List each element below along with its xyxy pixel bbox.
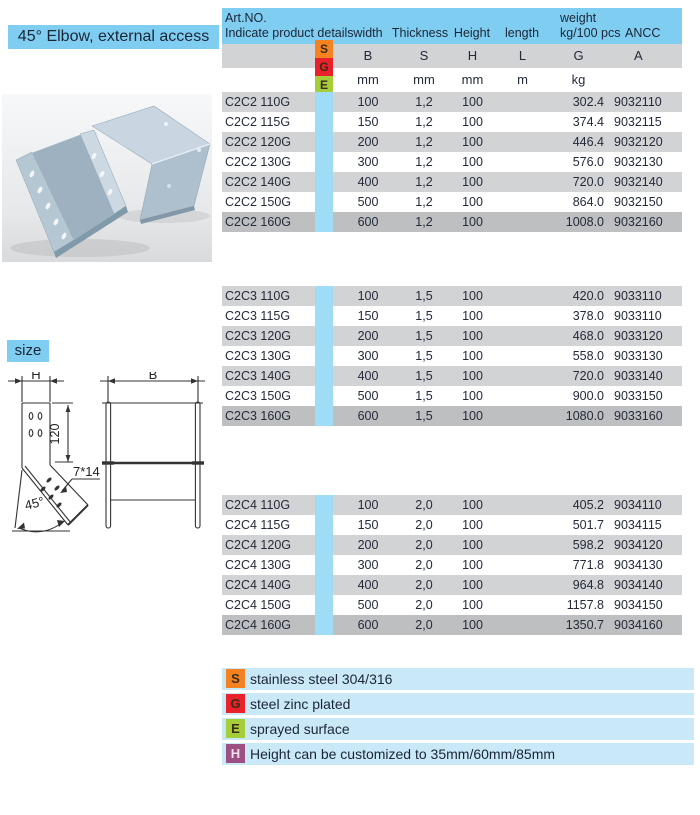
table-cell: 9034110 bbox=[614, 498, 662, 512]
table-cell: 150 bbox=[357, 309, 379, 323]
table-cell: 100 bbox=[462, 409, 483, 423]
elbow-side-view bbox=[8, 372, 100, 532]
table-cell: 2,0 bbox=[415, 538, 433, 552]
table-cell: 900.0 bbox=[572, 389, 604, 403]
table-row bbox=[222, 406, 682, 426]
table-row bbox=[222, 575, 682, 595]
table-cell: C2C4 130G bbox=[225, 558, 292, 572]
col-letter-g: G bbox=[573, 48, 584, 63]
col-letter-a: A bbox=[634, 48, 643, 63]
table-row bbox=[222, 306, 682, 326]
table-row bbox=[222, 515, 682, 535]
table-cell: 1008.0 bbox=[565, 215, 604, 229]
table-cell: 9033160 bbox=[614, 409, 663, 423]
table-cell: 1,2 bbox=[415, 215, 433, 229]
material-strip bbox=[315, 615, 333, 635]
table-cell: C2C4 115G bbox=[225, 518, 291, 532]
table-cell: 100 bbox=[462, 155, 483, 169]
b-dim-label: B bbox=[148, 372, 158, 382]
table-cell: 9032110 bbox=[614, 95, 662, 109]
table-cell: 9032140 bbox=[614, 175, 663, 189]
table-cell: 1,5 bbox=[415, 349, 433, 363]
table-cell: C2C2 110G bbox=[225, 95, 291, 109]
table-cell: 100 bbox=[462, 598, 483, 612]
table-cell: 150 bbox=[357, 115, 379, 129]
angle-label: 45° bbox=[23, 493, 46, 513]
table-row bbox=[222, 595, 682, 615]
spec-table bbox=[222, 8, 682, 640]
unit-mm: mm bbox=[357, 72, 379, 87]
material-strip bbox=[315, 92, 333, 112]
table-cell: 9034150 bbox=[614, 598, 663, 612]
table-cell: 9033130 bbox=[614, 349, 663, 363]
page-title: 45° Elbow, external access bbox=[8, 25, 219, 49]
table-cell: 200 bbox=[357, 135, 379, 149]
table-cell: 2,0 bbox=[415, 618, 433, 632]
table-cell: 771.8 bbox=[572, 558, 604, 572]
material-badge-s: S bbox=[315, 40, 333, 58]
legend-badge-g: G bbox=[226, 694, 245, 713]
table-cell: 9032130 bbox=[614, 155, 663, 169]
header-ancc: ANCC bbox=[625, 26, 661, 40]
material-strip bbox=[315, 515, 333, 535]
legend-text: Height can be customized to 35mm/60mm/85mm bbox=[250, 746, 556, 762]
legend-text: sprayed surface bbox=[250, 721, 350, 737]
table-cell: 600 bbox=[357, 618, 379, 632]
table-cell: 9033110 bbox=[614, 289, 662, 303]
material-strip bbox=[315, 495, 333, 515]
table-cell: C2C3 115G bbox=[225, 309, 291, 323]
table-row bbox=[222, 326, 682, 346]
header-weight: weight bbox=[560, 11, 597, 25]
col-letter-h: H bbox=[467, 48, 478, 63]
table-cell bbox=[500, 346, 545, 366]
table-cell: 1080.0 bbox=[565, 409, 604, 423]
table-cell: 400 bbox=[357, 175, 379, 189]
table-cell: 446.4 bbox=[572, 135, 604, 149]
table-cell: 600 bbox=[357, 409, 379, 423]
table-cell: 100 bbox=[462, 518, 483, 532]
table-row bbox=[222, 346, 682, 366]
legend-item-height-custom bbox=[222, 743, 694, 765]
table-cell: 2,0 bbox=[415, 598, 433, 612]
material-strip bbox=[315, 595, 333, 615]
table-cell: 468.0 bbox=[572, 329, 604, 343]
table-cell: 200 bbox=[357, 538, 379, 552]
legend-item-stainless bbox=[222, 668, 694, 690]
table-cell: 9034115 bbox=[614, 518, 662, 532]
header-width: width bbox=[353, 26, 383, 40]
table-cell: 100 bbox=[462, 115, 483, 129]
table-cell: 500 bbox=[357, 195, 379, 209]
material-strip bbox=[315, 112, 333, 132]
material-badge-g: G bbox=[315, 58, 333, 76]
table-cell: C2C3 120G bbox=[225, 329, 292, 343]
table-cell: 100 bbox=[462, 289, 483, 303]
table-cell: 100 bbox=[462, 349, 483, 363]
table-cell: 300 bbox=[357, 558, 379, 572]
table-cell: 864.0 bbox=[572, 195, 604, 209]
table-cell: 405.2 bbox=[572, 498, 604, 512]
header-weight-unit: kg/100 pcs bbox=[560, 26, 621, 40]
table-cell: 300 bbox=[357, 349, 379, 363]
elbow-product-image bbox=[2, 94, 212, 262]
unit-mm: mm bbox=[461, 72, 484, 87]
table-cell: 598.2 bbox=[572, 538, 604, 552]
table-cell: C2C3 140G bbox=[225, 369, 292, 383]
material-strip bbox=[315, 555, 333, 575]
table-row bbox=[222, 286, 682, 306]
table-cell: 2,0 bbox=[415, 558, 433, 572]
material-strip bbox=[315, 132, 333, 152]
table-cell: 1,2 bbox=[415, 135, 433, 149]
table-cell bbox=[500, 495, 545, 515]
table-cell: C2C4 160G bbox=[225, 618, 292, 632]
header-length: length bbox=[504, 26, 540, 40]
table-cell: 100 bbox=[462, 215, 483, 229]
table-row bbox=[222, 112, 682, 132]
legend-item-zinc bbox=[222, 693, 694, 715]
table-header bbox=[222, 8, 682, 44]
table-cell: C2C3 110G bbox=[225, 289, 291, 303]
material-strip bbox=[315, 535, 333, 555]
table-cell: 100 bbox=[462, 498, 483, 512]
table-cell: 200 bbox=[357, 329, 379, 343]
table-cell: 150 bbox=[357, 518, 379, 532]
table-cell: 9032160 bbox=[614, 215, 663, 229]
table-cell: 9032150 bbox=[614, 195, 663, 209]
material-strip bbox=[315, 406, 333, 426]
table-cell bbox=[500, 406, 545, 426]
dimension-drawing bbox=[2, 372, 228, 550]
legend-badge-e: E bbox=[226, 719, 245, 738]
table-cell: 300 bbox=[357, 155, 379, 169]
material-strip bbox=[315, 152, 333, 172]
table-cell: 1,5 bbox=[415, 289, 433, 303]
elbow-front-view bbox=[100, 372, 205, 528]
table-cell: 9033120 bbox=[614, 329, 663, 343]
legend-text: steel zinc plated bbox=[250, 696, 351, 712]
unit-kg: kg bbox=[571, 72, 586, 87]
table-cell: 400 bbox=[357, 369, 379, 383]
material-strip bbox=[315, 366, 333, 386]
table-cell: 9034130 bbox=[614, 558, 663, 572]
table-cell: 100 bbox=[462, 578, 483, 592]
table-cell: 1,2 bbox=[415, 175, 433, 189]
table-cell: 501.7 bbox=[572, 518, 604, 532]
table-row bbox=[222, 366, 682, 386]
table-cell bbox=[500, 112, 545, 132]
table-cell: 100 bbox=[462, 95, 483, 109]
table-row bbox=[222, 555, 682, 575]
table-cell: 558.0 bbox=[572, 349, 604, 363]
table-cell: C2C4 140G bbox=[225, 578, 292, 592]
material-strip bbox=[315, 212, 333, 232]
table-cell: 100 bbox=[462, 538, 483, 552]
table-row bbox=[222, 495, 682, 515]
table-group-c2c3 bbox=[222, 286, 682, 426]
table-row bbox=[222, 152, 682, 172]
table-cell bbox=[500, 92, 545, 112]
table-cell: 2,0 bbox=[415, 498, 433, 512]
table-cell: 9033150 bbox=[614, 389, 663, 403]
table-cell: C2C3 130G bbox=[225, 349, 292, 363]
legend-item-sprayed bbox=[222, 718, 694, 740]
material-strip bbox=[315, 575, 333, 595]
table-cell: 100 bbox=[357, 498, 379, 512]
table-cell: 100 bbox=[462, 558, 483, 572]
table-cell: C2C4 150G bbox=[225, 598, 292, 612]
table-group-c2c2 bbox=[222, 92, 682, 232]
table-cell bbox=[500, 286, 545, 306]
table-cell: 302.4 bbox=[572, 95, 604, 109]
table-cell: 1,5 bbox=[415, 389, 433, 403]
slot-size-label: 7*14 bbox=[73, 464, 100, 479]
table-cell: 9034140 bbox=[614, 578, 663, 592]
table-row bbox=[222, 386, 682, 406]
table-cell bbox=[500, 306, 545, 326]
material-strip bbox=[315, 386, 333, 406]
header-artno-sub: Indicate product details bbox=[225, 26, 354, 40]
table-cell: 100 bbox=[462, 369, 483, 383]
subheader-units bbox=[222, 68, 682, 92]
product-photo bbox=[2, 94, 212, 262]
table-row bbox=[222, 192, 682, 212]
table-cell bbox=[500, 366, 545, 386]
table-cell: C2C2 120G bbox=[225, 135, 292, 149]
table-cell: 378.0 bbox=[572, 309, 604, 323]
col-letter-l: L bbox=[518, 48, 527, 63]
table-group-c2c4 bbox=[222, 495, 682, 635]
table-row bbox=[222, 132, 682, 152]
table-cell: C2C3 150G bbox=[225, 389, 292, 403]
table-cell bbox=[500, 575, 545, 595]
table-cell bbox=[500, 192, 545, 212]
subheader-letters bbox=[222, 44, 682, 68]
table-cell: 1,5 bbox=[415, 329, 433, 343]
table-cell bbox=[500, 535, 545, 555]
table-cell bbox=[500, 212, 545, 232]
table-cell: 9033110 bbox=[614, 309, 662, 323]
header-height: Height bbox=[453, 26, 491, 40]
table-cell: 9033140 bbox=[614, 369, 663, 383]
table-cell: 576.0 bbox=[572, 155, 604, 169]
table-cell: 600 bbox=[357, 215, 379, 229]
legend-badge-h: H bbox=[226, 744, 245, 763]
table-cell: C2C2 130G bbox=[225, 155, 292, 169]
legend-badge-s: S bbox=[226, 669, 245, 688]
table-cell bbox=[500, 152, 545, 172]
header-artno: Art.NO. bbox=[225, 11, 267, 25]
table-row bbox=[222, 535, 682, 555]
table-cell: 9034160 bbox=[614, 618, 663, 632]
table-row bbox=[222, 615, 682, 635]
table-cell: 1,2 bbox=[415, 95, 433, 109]
table-cell: C2C4 120G bbox=[225, 538, 292, 552]
table-cell: 1350.7 bbox=[565, 618, 604, 632]
segment-dim-label: 120 bbox=[48, 423, 62, 445]
unit-m: m bbox=[517, 72, 528, 87]
table-cell: C2C2 160G bbox=[225, 215, 292, 229]
table-cell: 1,5 bbox=[415, 369, 433, 383]
table-cell: 1,2 bbox=[415, 115, 433, 129]
material-strip bbox=[315, 192, 333, 212]
table-cell: 100 bbox=[357, 95, 379, 109]
col-letter-s: S bbox=[419, 48, 429, 63]
table-cell: 2,0 bbox=[415, 578, 433, 592]
material-badge-e: E bbox=[315, 76, 333, 94]
table-cell bbox=[500, 386, 545, 406]
table-cell: 9034120 bbox=[614, 538, 663, 552]
table-cell: C2C4 110G bbox=[225, 498, 291, 512]
table-cell: 964.8 bbox=[572, 578, 604, 592]
table-cell: 720.0 bbox=[572, 175, 604, 189]
table-cell: 100 bbox=[462, 618, 483, 632]
table-cell bbox=[500, 555, 545, 575]
table-cell bbox=[500, 515, 545, 535]
material-strip bbox=[315, 346, 333, 366]
table-cell: 9032120 bbox=[614, 135, 663, 149]
material-strip bbox=[315, 286, 333, 306]
table-cell bbox=[500, 172, 545, 192]
table-cell: 2,0 bbox=[415, 518, 433, 532]
table-row bbox=[222, 92, 682, 112]
table-cell: 1,2 bbox=[415, 195, 433, 209]
table-cell: 100 bbox=[462, 135, 483, 149]
table-cell: 9032115 bbox=[614, 115, 662, 129]
table-row bbox=[222, 172, 682, 192]
table-cell: 100 bbox=[462, 389, 483, 403]
table-cell bbox=[500, 615, 545, 635]
table-cell: 500 bbox=[357, 598, 379, 612]
table-cell: 1157.8 bbox=[566, 598, 604, 612]
material-strip bbox=[315, 172, 333, 192]
table-cell: C2C3 160G bbox=[225, 409, 292, 423]
table-cell: 374.4 bbox=[572, 115, 604, 129]
table-cell bbox=[500, 326, 545, 346]
table-cell bbox=[500, 595, 545, 615]
table-cell: 400 bbox=[357, 578, 379, 592]
table-cell: 100 bbox=[462, 175, 483, 189]
table-cell: C2C2 140G bbox=[225, 175, 292, 189]
table-row bbox=[222, 212, 682, 232]
size-label: size bbox=[7, 340, 49, 362]
h-dim-label: H bbox=[31, 372, 41, 382]
col-letter-b: B bbox=[363, 48, 373, 63]
header-thickness: Thickness bbox=[391, 26, 449, 40]
table-cell: C2C2 115G bbox=[225, 115, 291, 129]
table-cell: 1,5 bbox=[415, 309, 433, 323]
table-cell: 420.0 bbox=[572, 289, 604, 303]
legend-text: stainless steel 304/316 bbox=[250, 671, 393, 687]
table-cell: 100 bbox=[462, 195, 483, 209]
table-cell: 100 bbox=[357, 289, 379, 303]
table-cell bbox=[500, 132, 545, 152]
table-cell: 100 bbox=[462, 309, 483, 323]
table-cell: 1,5 bbox=[415, 409, 433, 423]
table-cell: 100 bbox=[462, 329, 483, 343]
material-strip bbox=[315, 306, 333, 326]
table-cell: 500 bbox=[357, 389, 379, 403]
table-cell: 1,2 bbox=[415, 155, 433, 169]
table-cell: 720.0 bbox=[572, 369, 604, 383]
table-cell: C2C2 150G bbox=[225, 195, 292, 209]
material-strip bbox=[315, 326, 333, 346]
unit-mm: mm bbox=[413, 72, 435, 87]
size-diagram bbox=[2, 372, 228, 550]
